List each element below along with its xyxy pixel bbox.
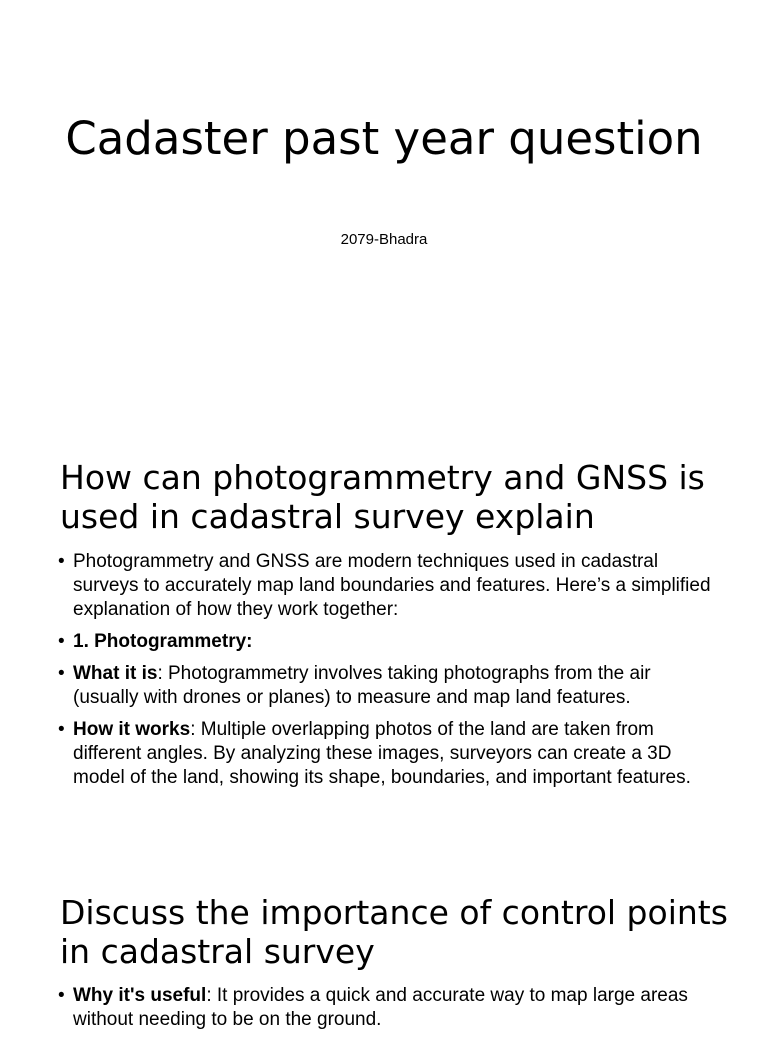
slide-control-points	[0, 885, 768, 1030]
bullet-icon: •	[58, 663, 65, 684]
bullet-text: : It provides a quick and accurate way to map large areas without needing to be on the ground.	[73, 985, 688, 1030]
slide-photogrammetry-gnss	[0, 450, 768, 850]
bullet-list	[58, 550, 718, 798]
bullet-icon: •	[58, 719, 65, 740]
bullet-bold-text: How it works	[73, 719, 191, 740]
bullet-icon: •	[58, 551, 65, 572]
bullet-bold-text: 1. Photogrammetry:	[73, 631, 253, 652]
list-item	[58, 662, 718, 710]
bullet-icon: •	[58, 985, 65, 1006]
list-item	[58, 718, 718, 790]
bullet-text: : Photogrammetry involves taking photographs from the air (usually with drones or planes) to measure and map land features.	[73, 663, 651, 708]
title-slide	[0, 0, 768, 420]
bullet-text: Photogrammetry and GNSS are modern techniques used in cadastral surveys to accurately map land boundaries and features. Here’s a simplified explanation of how they work together:	[73, 551, 711, 620]
list-item	[58, 630, 718, 654]
bullet-text: : Multiple overlapping photos of the land are taken from different angles. By analyzing these images, surveyors can create a 3D model of the land, showing its shape, boundaries, and important features.	[73, 719, 691, 788]
bullet-bold-text: What it is	[73, 663, 158, 684]
page-title: Cadaster past year question	[65, 112, 703, 165]
bullet-list	[58, 984, 718, 1040]
slide-heading: Discuss the importance of control points in cadastral survey	[60, 893, 728, 971]
bullet-bold-text: Why it's useful	[73, 985, 207, 1006]
slide-heading: How can photogrammetry and GNSS is used in cadastral survey explain	[60, 458, 705, 536]
list-item	[58, 550, 718, 622]
page-subtitle: 2079-Bhadra	[340, 231, 428, 248]
bullet-icon: •	[58, 631, 65, 652]
list-item	[58, 984, 718, 1032]
